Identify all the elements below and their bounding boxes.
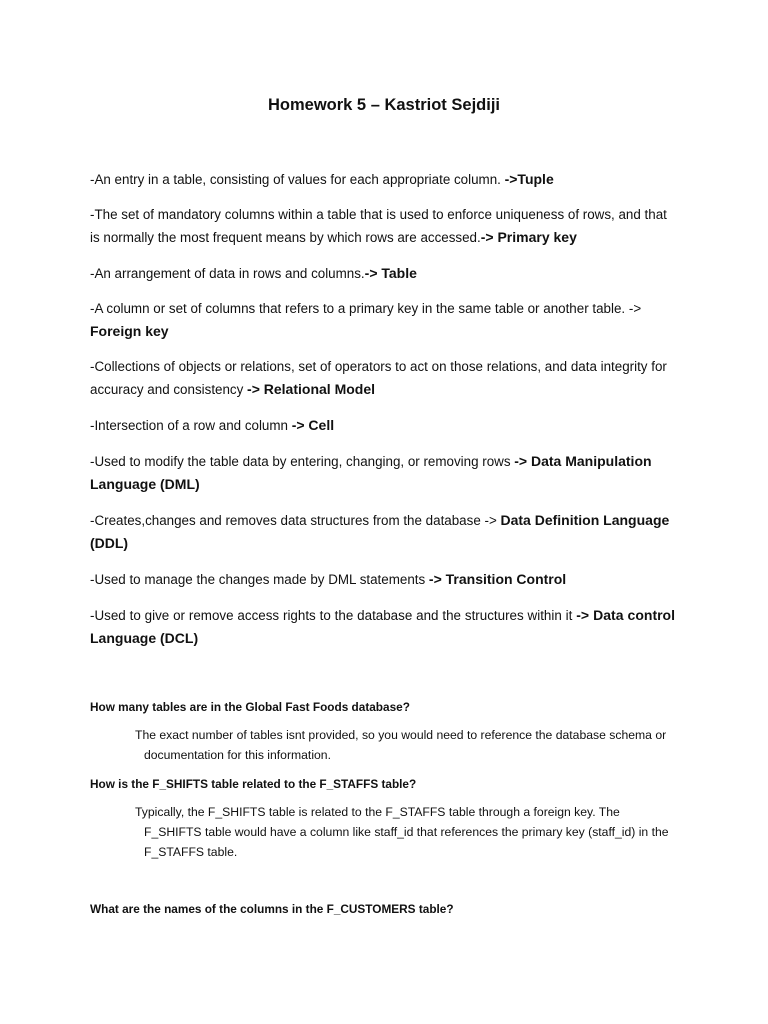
- definition-item: [90, 450, 675, 496]
- definition-answer: -> Transition Control: [428, 571, 567, 587]
- answer-bullet-item: [90, 725, 675, 765]
- document-title: Homework 5 – Kastriot Sejdiji: [268, 96, 500, 114]
- definition-text: -Creates,changes and removes data structures from the database ->: [90, 513, 501, 528]
- definition-answer: -> Primary key: [480, 229, 577, 245]
- definition-item: [90, 168, 675, 191]
- definition-text: -Used to modify the table data by entering, changing, or removing rows: [90, 454, 515, 469]
- definition-item: [90, 356, 675, 401]
- answer-text: Typically, the F_SHIFTS table is related to the F_STAFFS table through a foreign key. The F_SHIFTS table would have a column like staff_id that references the primary key (staff_id) in the F_STAFFS table.: [135, 805, 669, 859]
- answer-bullet-item: [90, 802, 675, 862]
- definition-item: [90, 262, 675, 285]
- definition-text: -An entry in a table, consisting of values for each appropriate column.: [90, 172, 505, 187]
- definition-item: [90, 204, 675, 249]
- definition-item: [90, 568, 675, 591]
- definition-answer: -> Cell: [291, 417, 335, 433]
- definition-text: -A column or set of columns that refers to a primary key in the same table or another table. ->: [90, 301, 642, 316]
- question-heading: What are the names of the columns in the F_CUSTOMERS table?: [90, 902, 454, 916]
- question-heading: How is the F_SHIFTS table related to the F_STAFFS table?: [90, 777, 417, 791]
- definition-answer: Foreign key: [90, 323, 169, 339]
- definition-text: -Used to give or remove access rights to the database and the structures within it: [90, 608, 577, 623]
- definition-answer: -> Relational Model: [247, 381, 376, 397]
- definition-answer: ->Tuple: [504, 171, 554, 187]
- definition-text: -An arrangement of data in rows and columns.: [90, 266, 365, 281]
- definition-answer: -> Data Manipulation Language (DML): [90, 453, 652, 492]
- definition-text: -Used to manage the changes made by DML statements: [90, 572, 429, 587]
- definition-answer: -> Table: [364, 265, 417, 281]
- definition-answer: -> Data control Language (DCL): [90, 607, 675, 646]
- definition-item: [90, 604, 675, 650]
- definition-text: -The set of mandatory columns within a table that is used to enforce uniqueness of rows, and that is normally the most frequent means by which rows are accessed.: [90, 207, 667, 245]
- answer-text: The exact number of tables isnt provided, so you would need to reference the database schema or documentation for this information.: [135, 728, 667, 762]
- question-heading: How many tables are in the Global Fast Foods database?: [90, 700, 410, 714]
- definition-text: -Collections of objects or relations, set of operators to act on those relations, and data integrity for accuracy and consistency: [90, 359, 667, 397]
- definition-answer: Data Definition Language (DDL): [90, 512, 670, 551]
- definition-item: [90, 509, 675, 555]
- definition-item: [90, 298, 675, 343]
- definition-text: -Intersection of a row and column: [90, 418, 292, 433]
- document-body: [90, 168, 675, 916]
- definition-item: [90, 414, 675, 437]
